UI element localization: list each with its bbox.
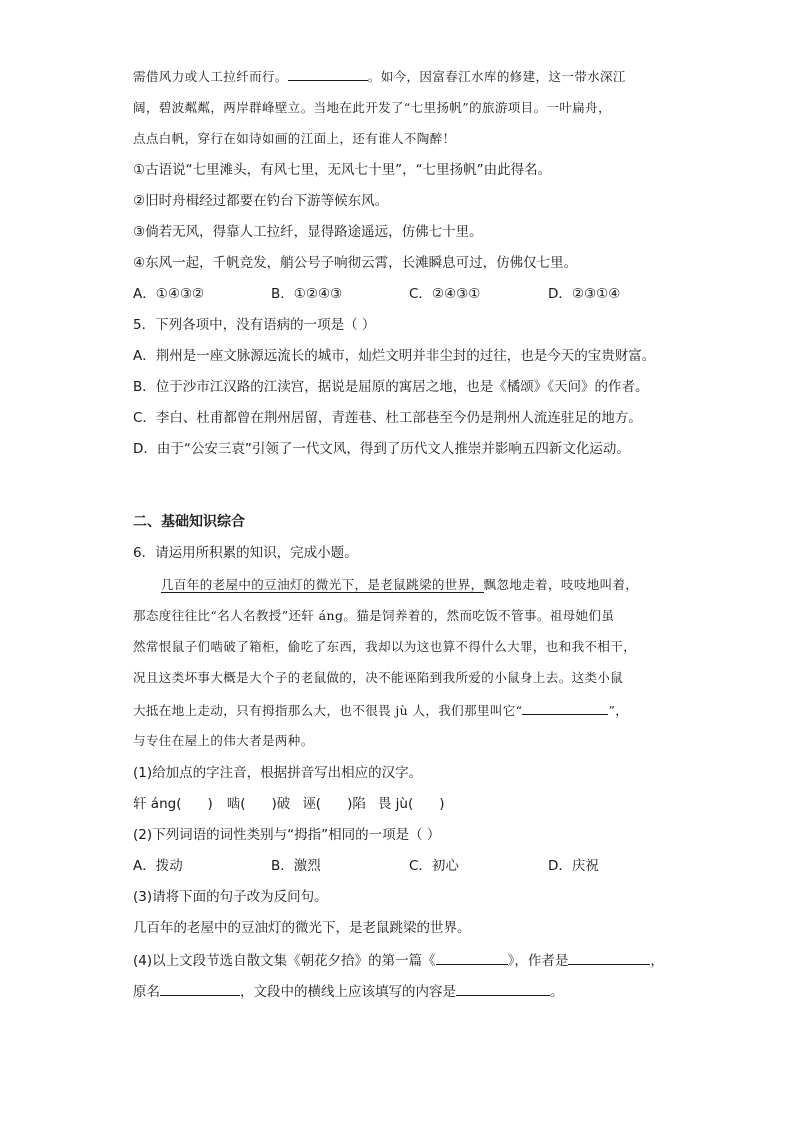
q6-2-option-b[interactable]: B．激烈	[271, 858, 321, 874]
pinyin-item: 轩 áng(	[133, 796, 182, 812]
q5-option-c[interactable]: C．李白、杜甫都曾在荆州居留，青莲巷、杜工部巷至今仍是荆州人流连驻足的地方。	[133, 410, 642, 426]
passage2-line1	[161, 575, 638, 595]
q6-2-option-a[interactable]: A．拨动	[133, 858, 183, 874]
answer-blank-title[interactable]	[436, 950, 508, 965]
passage2-text: ”，	[608, 703, 629, 718]
passage2-line4: 况且这类坏事大概是大个子的老鼠做的，决不能诬陷到我所爱的小鼠身上去。这类小鼠	[133, 670, 624, 685]
answer-blank[interactable]	[522, 700, 608, 715]
sentence-1: ①古语说“七里滩头，有风七里，无风七十里”，“七里扬帆”由此得名。	[133, 162, 552, 178]
q6-4-text: ，	[650, 953, 664, 969]
q6-2-stem: (2)下列词语的词性类别与“拇指”相同的一项是（ ）	[133, 827, 441, 843]
answer-blank-fill[interactable]	[456, 981, 550, 996]
q6-4-line1	[133, 950, 664, 971]
q5-option-d[interactable]: D．由于“公安三袁”引领了一代文风，得到了历代文人推崇并影响五四新文化运动。	[133, 441, 630, 457]
passage1-text: 。如今，因富春江水库的修建，这一带水深江	[367, 69, 626, 84]
q6-4-text: ，文段中的横线上应该填写的内容是	[240, 984, 456, 1000]
q6-4-text: (4)以上文段节选自散文集《朝花夕拾》的第一篇《	[133, 953, 436, 969]
q4-option-b[interactable]: B．①②④③	[271, 286, 343, 302]
pinyin-item: 诬(	[302, 796, 322, 812]
pinyin-item: )破	[271, 796, 291, 812]
passage1-line1	[133, 66, 626, 87]
passage2-line2: 那态度往往比“名人名教授”还轩 áng。猫是饲养着的，然而吃饭不管事。祖母她们虽	[133, 608, 615, 623]
underlined-sentence: 几百年的老屋中的豆油灯的微光下，是老鼠跳梁的世界，	[161, 577, 484, 592]
q6-2-option-c[interactable]: C．初心	[409, 858, 459, 874]
answer-blank-author[interactable]	[568, 950, 650, 965]
q5-stem: 5．下列各项中，没有语病的一项是（ ）	[133, 317, 376, 333]
q6-1-items	[133, 794, 445, 814]
q6-4-text: 原名	[133, 984, 160, 1000]
pinyin-item: )	[207, 796, 213, 812]
passage2-line5	[133, 700, 628, 721]
q6-stem: 6．请运用所积累的知识，完成小题。	[133, 545, 358, 561]
sentence-3: ③倘若无风，得靠人工拉纤，显得路途遥远，仿佛七十里。	[133, 224, 483, 240]
sentence-4: ④东风一起，千帆竞发，艄公号子响彻云霄，长滩瞬息可过，仿佛仅七里。	[133, 255, 578, 271]
q4-option-d[interactable]: D．②③①④	[548, 286, 621, 302]
q6-4-line2	[133, 981, 564, 1002]
q5-option-b[interactable]: B．位于沙市江汉路的江渎宫，据说是屈原的寓居之地，也是《橘颂》《天问》的作者。	[133, 379, 649, 395]
section-heading: 二、基础知识综合	[133, 514, 245, 530]
pinyin-item: 啮(	[226, 796, 246, 812]
passage1-line2: 阔，碧波粼粼，两岸群峰壁立。当地在此开发了“七里扬帆”的旅游项目。一叶扁舟，	[133, 100, 611, 115]
q6-4-text: 。	[550, 984, 564, 1000]
q5-option-a[interactable]: A．荆州是一座文脉源远流长的城市，灿烂文明并非尘封的过往，也是今天的宝贵财富。	[133, 348, 656, 364]
passage2-line3: 然常恨鼠子们啮破了箱柜，偷吃了东西，我却以为这也算不得什么大罪，也和我不相干，	[133, 639, 637, 654]
q4-option-c[interactable]: C．②④③①	[409, 286, 481, 302]
passage2-text: 大抵在地上走动，只有拇指那么大，也不很畏 jù 人，我们那里叫它“	[133, 703, 523, 718]
q4-option-a[interactable]: A．①④③②	[133, 286, 205, 302]
passage1-text: 需借风力或人工拉纤而行。	[133, 69, 288, 84]
pinyin-item: )陷	[347, 796, 366, 812]
pinyin-item: 畏 jù(	[377, 796, 414, 812]
q6-3-sentence: 几百年的老屋中的豆油灯的微光下，是老鼠跳梁的世界。	[133, 920, 471, 936]
answer-blank-name[interactable]	[160, 981, 240, 996]
q6-3-stem: (3)请将下面的句子改为反问句。	[133, 889, 328, 905]
q6-4-text: 》，作者是	[507, 953, 569, 969]
passage1-line3: 点点白帆，穿行在如诗如画的江面上，还有谁人不陶醉！	[133, 131, 456, 146]
sentence-2: ②旧时舟楫经过都要在钓台下游等候东风。	[133, 193, 389, 209]
passage2-line6: 与专住在屋上的伟大者是两种。	[133, 733, 314, 748]
q6-2-option-d[interactable]: D．庆祝	[548, 858, 599, 874]
q6-1-stem: (1)给加点的字注音，根据拼音写出相应的汉字。	[133, 765, 423, 781]
answer-blank[interactable]	[288, 66, 368, 81]
passage2-text: 飘忽地走着，吱吱地叫着，	[483, 577, 639, 592]
pinyin-item: )	[439, 796, 445, 812]
